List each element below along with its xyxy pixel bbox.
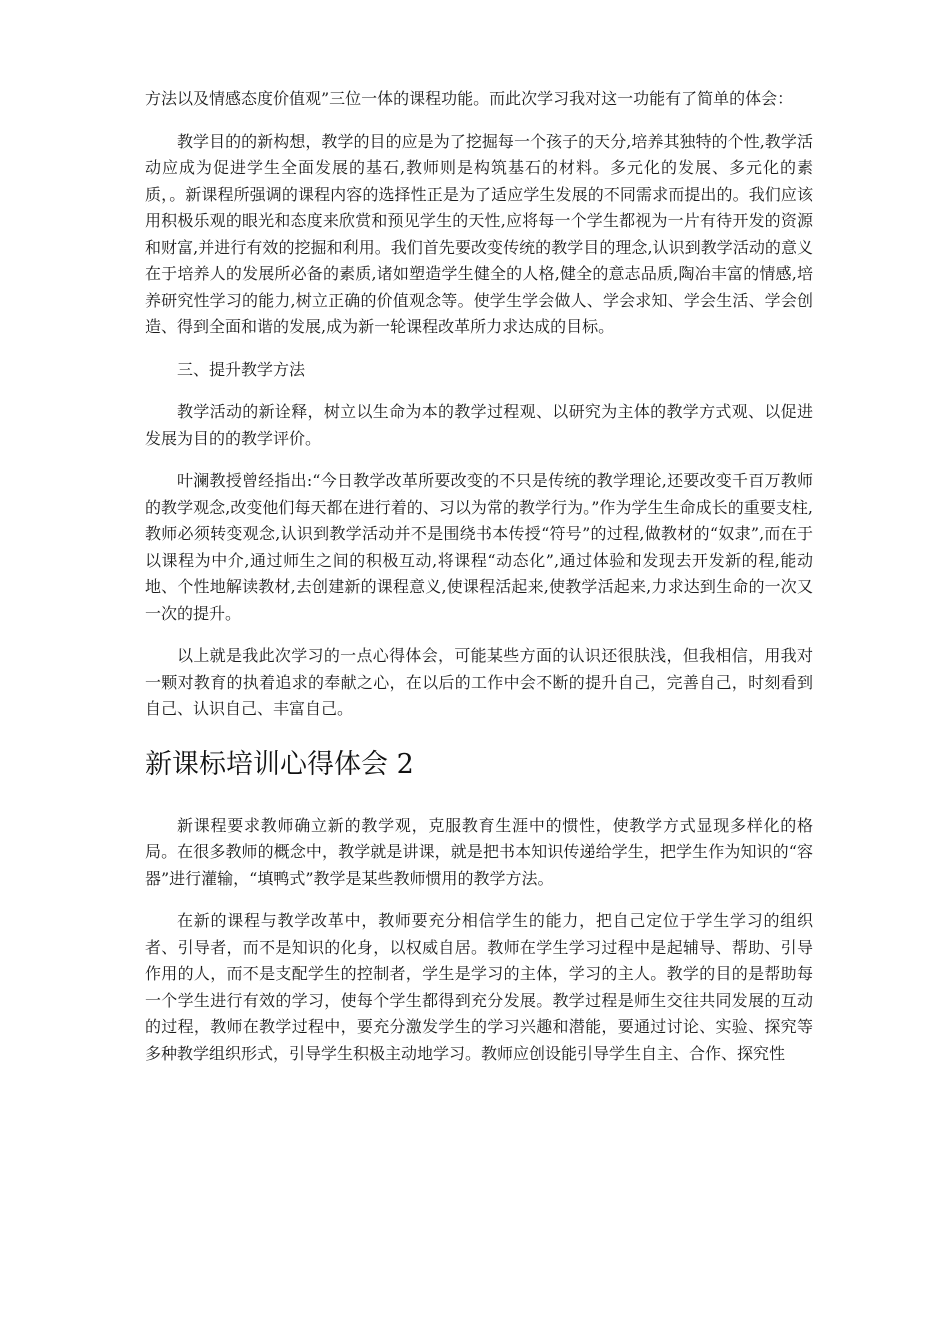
paragraph-ye-lan-quote: 叶澜教授曾经指出:“今日教学改革所要改变的不只是传统的教学理论,还要改变千百万教师的教学观念,改变他们每天都在进行着的、习以为常的教学行为。”作为学生生命成长的重要支柱,教师必须转变观念,认识到教学活动并不是围绕书本传授“符号”的过程,做教材的“奴隶”,而在于以课程为中介,通过师生之间的积极互动,将课程“动态化”,通过体验和发现去开发新的程,能动地、个性地解读教材,去创建新的课程意义,使课程活起来,使教学活起来,力求达到生命的一次又一次的提升。 xyxy=(145,471,813,623)
document-page xyxy=(145,86,813,1083)
paragraph-teaching-activity: 教学活动的新诠释，树立以生命为本的教学过程观、以研究为主体的教学方式观、以促进发展为目的的教学评价。 xyxy=(145,402,813,448)
paragraph-teacher-role: 在新的课程与教学改革中，教师要充分相信学生的能力，把自己定位于学生学习的组织者、引导者，而不是知识的化身，以权威自居。教师在学生学习过程中是起辅导、帮助、引导作用的人，而不是支配学生的控制者，学生是学习的主体，学习的主人。教学的目的是帮助每一个学生进行有效的学习，使每个学生都得到充分发展。教学过程是师生交往共同发展的互动的过程，教师在教学过程中，要充分激发学生的学习兴趣和潜能，要通过讨论、实验、探究等多种教学组织形式，引导学生积极主动地学习。教师应创设能引导学生自主、合作、探究性 xyxy=(145,911,813,1063)
paragraph-teaching-goals: 教学目的的新构想，教学的目的应是为了挖掘每一个孩子的天分,培养其独特的个性,教学活动应成为促进学生全面发展的基石,教师则是构筑基石的材料。多元化的发展、多元化的素质，。新课程所强调的课程内容的选择性正是为了适应学生发展的不同需求而提出的。我们应该用积极乐观的眼光和态度来欣赏和预见学生的天性,应将每一个学生都视为一片有待开发的资源和财富,并进行有效的挖掘和利用。我们首先要改变传统的教学目的理念,认识到教学活动的意义在于培养人的发展所必备的素质,诸如塑造学生健全的人格,健全的意志品质,陶冶丰富的情感,培养研究性学习的能力,树立正确的价值观念等。使学生学会做人、学会求知、学会生活、学会创造、得到全面和谐的发展,成为新一轮课程改革所力求达成的目标。 xyxy=(145,131,813,336)
paragraph-heading-teaching-methods: 三、提升教学方法 xyxy=(177,359,306,379)
paragraph-conclusion: 以上就是我此次学习的一点心得体会，可能某些方面的认识还很肤浅，但我相信，用我对一颗对教育的执着追求的奉献之心，在以后的工作中会不断的提升自己，完善自己，时刻看到自己、认识自己、丰富自己。 xyxy=(145,646,813,718)
paragraph-new-curriculum: 新课程要求教师确立新的教学观，克服教育生涯中的惯性，使教学方式显现多样化的格局。在很多教师的概念中，教学就是讲课，就是把书本知识传递给学生，把学生作为知识的“容器”进行灌输，“填鸭式”教学是某些教师惯用的教学方法。 xyxy=(145,815,813,888)
paragraph-intro-continuation: 方法以及情感态度价值观”三位一体的课程功能。而此次学习我对这一功能有了简单的体会： xyxy=(145,89,794,108)
section-title: 新课标培训心得体会 2 xyxy=(145,748,414,780)
